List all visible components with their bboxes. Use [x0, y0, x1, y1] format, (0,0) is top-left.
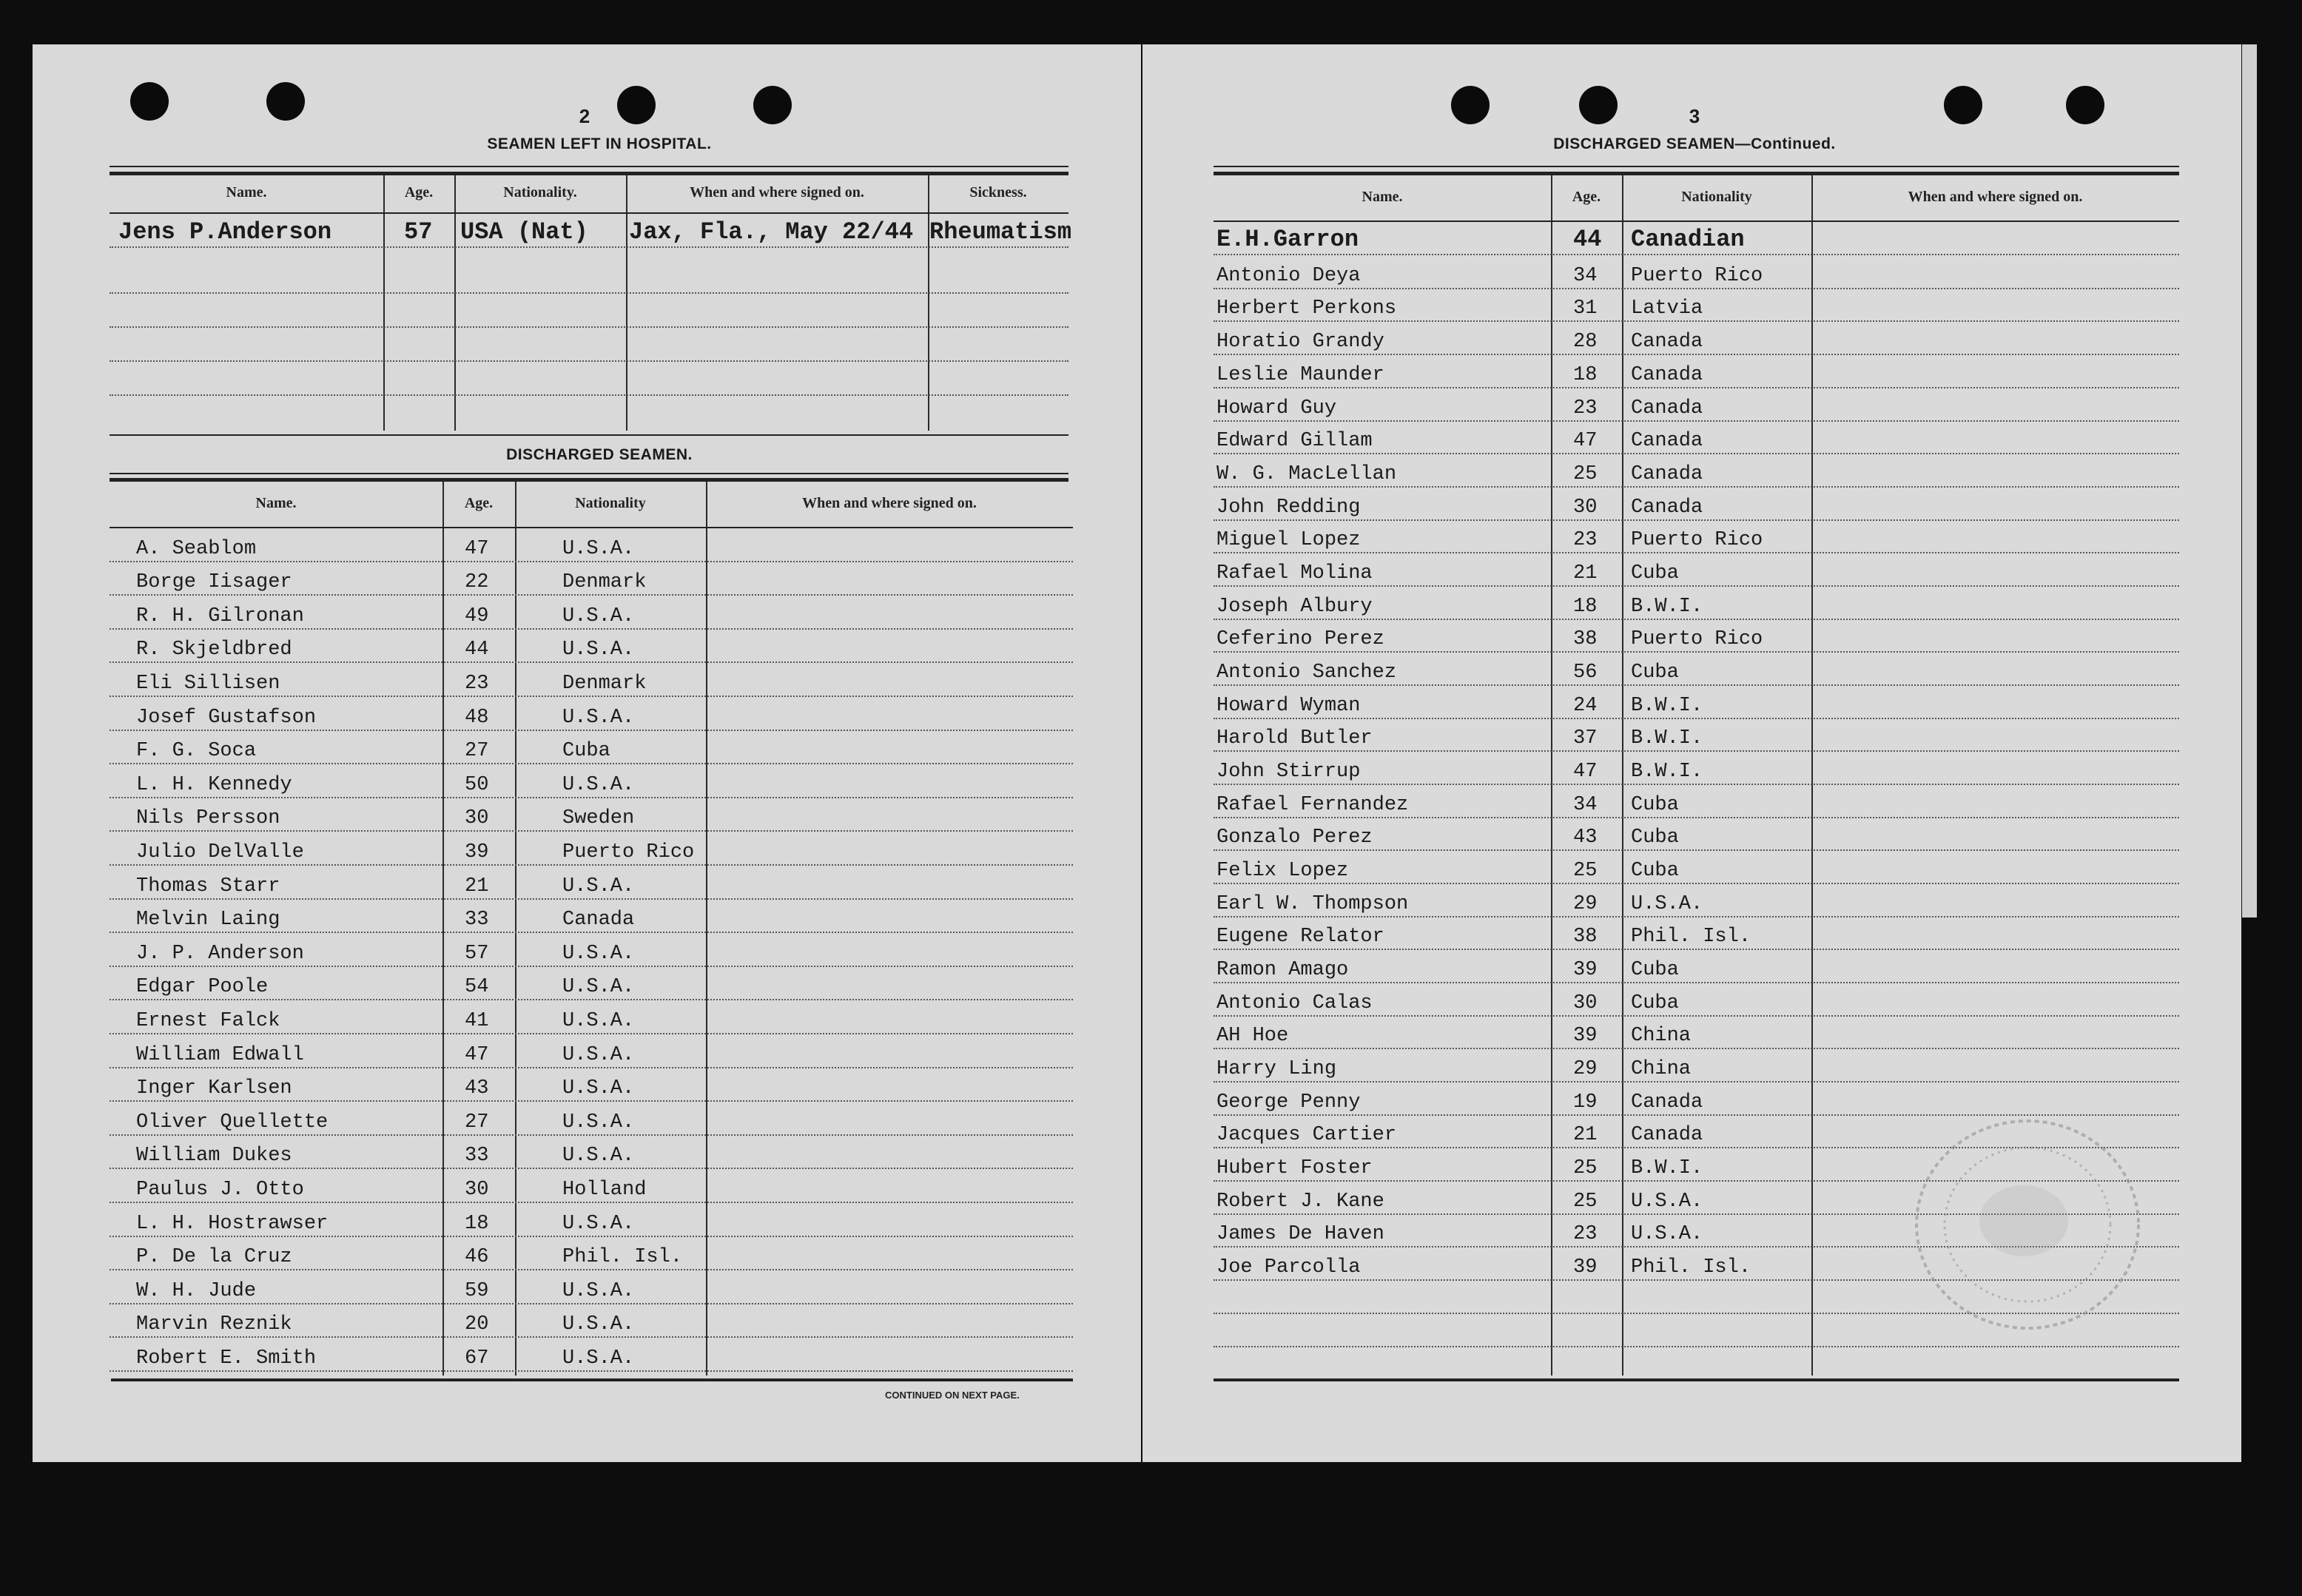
nationality-cell: Puerto Rico [1631, 529, 1763, 551]
nationality-cell: Cuba [1631, 661, 1679, 684]
table-row [1214, 949, 2179, 983]
table-row [1214, 982, 2179, 1017]
age-cell: 39 [1573, 1025, 1598, 1047]
nationality-cell: U.S.A. [562, 773, 635, 796]
name-cell: W. G. MacLellan [1216, 463, 1397, 485]
table-row [110, 932, 1073, 967]
age-cell: 49 [465, 605, 489, 627]
name-cell: Edward Gillam [1216, 430, 1373, 452]
column-header: Nationality. [503, 184, 577, 201]
name-cell: Jacques Cartier [1216, 1124, 1397, 1146]
name-cell: Antonio Deya [1216, 265, 1361, 287]
nationality-cell: Canada [1631, 1091, 1703, 1114]
column-header: When and where signed on. [802, 494, 977, 511]
age-cell: 18 [1573, 364, 1598, 386]
nationality-cell: B.W.I. [1631, 596, 1703, 618]
name-cell: W. H. Jude [136, 1279, 257, 1302]
name-cell: Felix Lopez [1216, 860, 1349, 882]
table-row [110, 292, 1068, 328]
name-cell: Edgar Poole [136, 976, 269, 999]
age-cell: 37 [1573, 727, 1598, 750]
name-cell: Eugene Relator [1216, 926, 1384, 948]
table-row [1214, 717, 2179, 752]
nationality-cell: China [1631, 1025, 1692, 1047]
name-cell: John Stirrup [1216, 761, 1361, 783]
nationality-cell: Canada [1631, 364, 1703, 386]
name-cell: AH Hoe [1216, 1025, 1289, 1047]
age-cell: 54 [465, 976, 489, 999]
name-cell: Rafael Molina [1216, 562, 1373, 585]
table-row [1214, 387, 2179, 422]
name-cell: William Dukes [136, 1145, 292, 1168]
name-cell: L. H. Hostrawser [136, 1212, 329, 1235]
nationality-cell: U.S.A. [562, 639, 635, 661]
name-cell: Thomas Starr [136, 875, 280, 898]
nationality-cell: U.S.A. [562, 605, 635, 627]
column-header: When and where signed on. [1908, 188, 2083, 205]
nationality-cell: U.S.A. [1631, 893, 1703, 915]
table-row [1214, 287, 2179, 322]
nationality-cell: B.W.I. [1631, 727, 1703, 750]
table-row [1214, 420, 2179, 454]
name-cell: James De Haven [1216, 1223, 1384, 1245]
nationality-cell: U.S.A. [562, 706, 635, 729]
age-cell: 22 [465, 571, 489, 594]
nationality-cell: U.S.A. [562, 1009, 635, 1032]
age-cell: 27 [465, 740, 489, 763]
age-cell: 47 [465, 537, 489, 560]
nationality-cell: Phil. Isl. [1631, 926, 1751, 948]
table-row [1214, 453, 2179, 488]
age-cell: 56 [1573, 661, 1598, 684]
nationality-cell: U.S.A. [562, 1145, 635, 1168]
name-cell: Marvin Reznik [136, 1313, 292, 1336]
name-cell: Leslie Maunder [1216, 364, 1384, 386]
table-row [1214, 552, 2179, 587]
name-cell: Joe Parcolla [1216, 1256, 1361, 1279]
nationality-cell: U.S.A. [1631, 1223, 1703, 1245]
nationality-cell: Puerto Rico [1631, 628, 1763, 650]
age-cell: 39 [465, 841, 489, 863]
table-row [110, 326, 1068, 362]
nationality-cell: Latvia [1631, 297, 1703, 320]
age-cell: 28 [1573, 331, 1598, 353]
table-row [1214, 915, 2179, 950]
name-cell: Ceferino Perez [1216, 628, 1384, 650]
nationality-cell: China [1631, 1058, 1692, 1080]
name-cell: George Penny [1216, 1091, 1361, 1114]
nationality-cell: U.S.A. [562, 1347, 635, 1370]
nationality-cell: Cuba [562, 740, 610, 763]
name-cell: Ernest Falck [136, 1009, 280, 1032]
nationality-cell: Puerto Rico [1631, 265, 1763, 287]
name-cell: R. Skjeldbred [136, 639, 292, 661]
table-row [1214, 750, 2179, 785]
name-cell: Borge Iisager [136, 571, 292, 594]
punch-hole [130, 82, 169, 121]
punch-hole [1944, 86, 1982, 124]
age-cell: 23 [1573, 1223, 1598, 1245]
name-cell: J. P. Anderson [136, 942, 304, 965]
name-cell: Antonio Sanchez [1216, 661, 1397, 684]
nationality-cell: USA (Nat) [460, 218, 588, 246]
nationality-cell: Canada [1631, 463, 1703, 485]
punch-hole [266, 82, 305, 121]
age-cell: 34 [1573, 265, 1598, 287]
nationality-cell: B.W.I. [1631, 1157, 1703, 1179]
nationality-cell: Canada [1631, 397, 1703, 420]
nationality-cell: U.S.A. [562, 1279, 635, 1302]
name-cell: Hubert Foster [1216, 1157, 1373, 1179]
table-row [110, 966, 1073, 1001]
nationality-cell: Puerto Rico [562, 841, 695, 863]
age-cell: 48 [465, 706, 489, 729]
nationality-cell: Cuba [1631, 562, 1679, 585]
table-row [110, 1269, 1073, 1304]
column-header: When and where signed on. [690, 184, 864, 201]
nationality-cell: Phil. Isl. [1631, 1256, 1751, 1279]
hospital-section-title: SEAMEN LEFT IN HOSPITAL. [487, 135, 712, 152]
name-cell: E.H.Garron [1216, 226, 1359, 253]
table-row [1214, 320, 2179, 355]
table-row [1214, 255, 2179, 289]
punch-hole [1451, 86, 1490, 124]
name-cell: Antonio Calas [1216, 992, 1373, 1014]
name-cell: Melvin Laing [136, 909, 280, 932]
nationality-cell: Cuba [1631, 860, 1679, 882]
table-row [1214, 354, 2179, 388]
table-row [110, 360, 1068, 396]
age-cell: 47 [465, 1043, 489, 1066]
age-cell: 29 [1573, 893, 1598, 915]
nationality-cell: Cuba [1631, 959, 1679, 981]
name-cell: Jens P.Anderson [118, 218, 332, 246]
column-header: Nationality [1681, 188, 1752, 205]
age-cell: 59 [465, 1279, 489, 1302]
nationality-cell: Canadian [1631, 226, 1745, 253]
hospital-table [110, 175, 1072, 431]
table-row [1214, 651, 2179, 686]
rule [110, 166, 1068, 167]
age-cell: 30 [465, 807, 489, 830]
name-cell: William Edwall [136, 1043, 304, 1066]
age-cell: 24 [1573, 695, 1598, 717]
name-cell: Earl W. Thompson [1216, 893, 1409, 915]
nationality-cell: Canada [1631, 496, 1703, 519]
age-cell: 19 [1573, 1091, 1598, 1114]
nationality-cell: U.S.A. [1631, 1191, 1703, 1213]
column-header: Nationality [575, 494, 646, 511]
table-row [110, 1100, 1073, 1136]
age-cell: 43 [1573, 826, 1598, 849]
sickness-cell: Rheumatism [929, 218, 1072, 246]
table-row [110, 594, 1073, 630]
age-cell: 27 [465, 1111, 489, 1134]
discharged-continued-title: DISCHARGED SEAMEN—Continued. [1553, 135, 1836, 152]
table-row [1214, 784, 2179, 818]
age-cell: 33 [465, 1145, 489, 1168]
table-row [110, 1134, 1073, 1170]
rule [110, 473, 1068, 474]
age-cell: 29 [1573, 1058, 1598, 1080]
stamp-seal [1902, 1102, 2153, 1347]
age-cell: 21 [465, 875, 489, 898]
name-cell: Harry Ling [1216, 1058, 1337, 1080]
nationality-cell: U.S.A. [562, 942, 635, 965]
age-cell: 25 [1573, 860, 1598, 882]
age-cell: 23 [1573, 397, 1598, 420]
nationality-cell: U.S.A. [562, 1043, 635, 1066]
name-cell: Howard Wyman [1216, 695, 1361, 717]
table-row [110, 864, 1073, 900]
age-cell: 44 [1573, 226, 1602, 253]
rule [111, 1378, 1073, 1381]
table-row [1214, 684, 2179, 719]
table-row [1214, 220, 2179, 255]
name-cell: Howard Guy [1216, 397, 1337, 420]
table-row [110, 258, 1068, 294]
nationality-cell: Holland [562, 1178, 647, 1201]
age-cell: 18 [1573, 596, 1598, 618]
punch-hole [753, 86, 792, 124]
age-cell: 30 [1573, 992, 1598, 1014]
table-row [110, 561, 1073, 596]
table-row [110, 1202, 1073, 1237]
age-cell: 47 [1573, 430, 1598, 452]
age-cell: 23 [1573, 529, 1598, 551]
table-row [110, 1336, 1073, 1372]
age-cell: 57 [465, 942, 489, 965]
nationality-cell: U.S.A. [562, 1077, 635, 1100]
name-cell: Herbert Perkons [1216, 297, 1397, 320]
nationality-cell: U.S.A. [562, 976, 635, 999]
name-cell: Robert J. Kane [1216, 1191, 1384, 1213]
discharged-table [110, 482, 1073, 1376]
nationality-cell: U.S.A. [562, 537, 635, 560]
column-header: Age. [404, 184, 434, 201]
signed-on-cell: Jax, Fla., May 22/44 [629, 218, 914, 246]
punch-hole [2066, 86, 2104, 124]
age-cell: 50 [465, 773, 489, 796]
name-cell: Robert E. Smith [136, 1347, 317, 1370]
nationality-cell: Cuba [1631, 826, 1679, 849]
table-row [1214, 849, 2179, 884]
age-cell: 67 [465, 1347, 489, 1370]
column-header: Name. [255, 494, 297, 511]
nationality-cell: Canada [1631, 1124, 1703, 1146]
column-header: Age. [1572, 188, 1601, 205]
column-header: Name. [1362, 188, 1403, 205]
page-number: 3 [1689, 105, 1700, 127]
age-cell: 25 [1573, 1191, 1598, 1213]
column-header: Name. [226, 184, 267, 201]
age-cell: 47 [1573, 761, 1598, 783]
name-cell: Gonzalo Perez [1216, 826, 1373, 849]
age-cell: 44 [465, 639, 489, 661]
age-cell: 38 [1573, 926, 1598, 948]
name-cell: Nils Persson [136, 807, 280, 830]
table-row [110, 1303, 1073, 1339]
page-number: 2 [579, 105, 590, 127]
age-cell: 46 [465, 1246, 489, 1269]
column-header: Age. [464, 494, 494, 511]
table-row [110, 763, 1073, 798]
table-row [1214, 618, 2179, 653]
punch-hole [617, 86, 656, 124]
next-page-edge [2242, 44, 2257, 917]
age-cell: 30 [465, 1178, 489, 1201]
table-row [110, 1236, 1073, 1271]
name-cell: L. H. Kennedy [136, 773, 292, 796]
table-row [110, 830, 1073, 866]
name-cell: John Redding [1216, 496, 1361, 519]
name-cell: Ramon Amago [1216, 959, 1349, 981]
table-row [110, 898, 1073, 934]
name-cell: A. Seablom [136, 537, 257, 560]
table-row [110, 527, 1073, 562]
name-cell: Rafael Fernandez [1216, 794, 1409, 816]
nationality-cell: U.S.A. [562, 1212, 635, 1235]
name-cell: P. De la Cruz [136, 1246, 292, 1269]
age-cell: 31 [1573, 297, 1598, 320]
table-row [1214, 1048, 2179, 1082]
age-cell: 39 [1573, 1256, 1598, 1279]
age-cell: 34 [1573, 794, 1598, 816]
age-cell: 38 [1573, 628, 1598, 650]
name-cell: Julio DelValle [136, 841, 304, 863]
table-row [110, 999, 1073, 1034]
nationality-cell: Canada [1631, 331, 1703, 353]
name-cell: Paulus J. Otto [136, 1178, 304, 1201]
nationality-cell: Canada [1631, 430, 1703, 452]
age-cell: 57 [404, 218, 433, 246]
nationality-cell: Phil. Isl. [562, 1246, 683, 1269]
name-cell: Inger Karlsen [136, 1077, 292, 1100]
table-row [110, 1067, 1073, 1102]
table-row [110, 730, 1073, 765]
age-cell: 20 [465, 1313, 489, 1336]
rule [110, 434, 1068, 436]
nationality-cell: U.S.A. [562, 1111, 635, 1134]
age-cell: 25 [1573, 1157, 1598, 1179]
age-cell: 25 [1573, 463, 1598, 485]
name-cell: F. G. Soca [136, 740, 257, 763]
name-cell: R. H. Gilronan [136, 605, 304, 627]
table-row [1214, 585, 2179, 620]
name-cell: Harold Butler [1216, 727, 1373, 750]
age-cell: 43 [465, 1077, 489, 1100]
table-row [110, 1033, 1073, 1068]
nationality-cell: Denmark [562, 672, 647, 695]
age-cell: 33 [465, 909, 489, 932]
age-cell: 18 [465, 1212, 489, 1235]
name-cell: Eli Sillisen [136, 672, 280, 695]
age-cell: 21 [1573, 562, 1598, 585]
age-cell: 41 [465, 1009, 489, 1032]
table-row [110, 661, 1073, 697]
nationality-cell: Cuba [1631, 794, 1679, 816]
name-cell: Joseph Albury [1216, 596, 1373, 618]
punch-hole [1579, 86, 1618, 124]
nationality-cell: U.S.A. [562, 1313, 635, 1336]
table-row [110, 628, 1073, 664]
age-cell: 21 [1573, 1124, 1598, 1146]
name-cell: Oliver Quellette [136, 1111, 329, 1134]
age-cell: 23 [465, 672, 489, 695]
rule [1214, 1378, 2179, 1381]
discharged-section-title: DISCHARGED SEAMEN. [506, 446, 693, 463]
nationality-cell: B.W.I. [1631, 761, 1703, 783]
nationality-cell: Canada [562, 909, 635, 932]
name-cell: Horatio Grandy [1216, 331, 1384, 353]
name-cell: Miguel Lopez [1216, 529, 1361, 551]
table-row [1214, 486, 2179, 521]
continued-note: CONTINUED ON NEXT PAGE. [885, 1390, 1020, 1401]
table-row [110, 797, 1073, 832]
age-cell: 30 [1573, 496, 1598, 519]
age-cell: 39 [1573, 959, 1598, 981]
nationality-cell: B.W.I. [1631, 695, 1703, 717]
nationality-cell: Sweden [562, 807, 635, 830]
table-row [1214, 883, 2179, 917]
nationality-cell: Cuba [1631, 992, 1679, 1014]
table-row [110, 696, 1073, 731]
column-header: Sickness. [969, 184, 1027, 201]
table-row [110, 212, 1072, 248]
nationality-cell: Denmark [562, 571, 647, 594]
table-row [110, 1168, 1073, 1203]
name-cell: Josef Gustafson [136, 706, 317, 729]
table-row [1214, 519, 2179, 553]
table-row [1214, 1014, 2179, 1049]
nationality-cell: U.S.A. [562, 875, 635, 898]
table-row [1214, 816, 2179, 851]
rule [1214, 166, 2179, 167]
